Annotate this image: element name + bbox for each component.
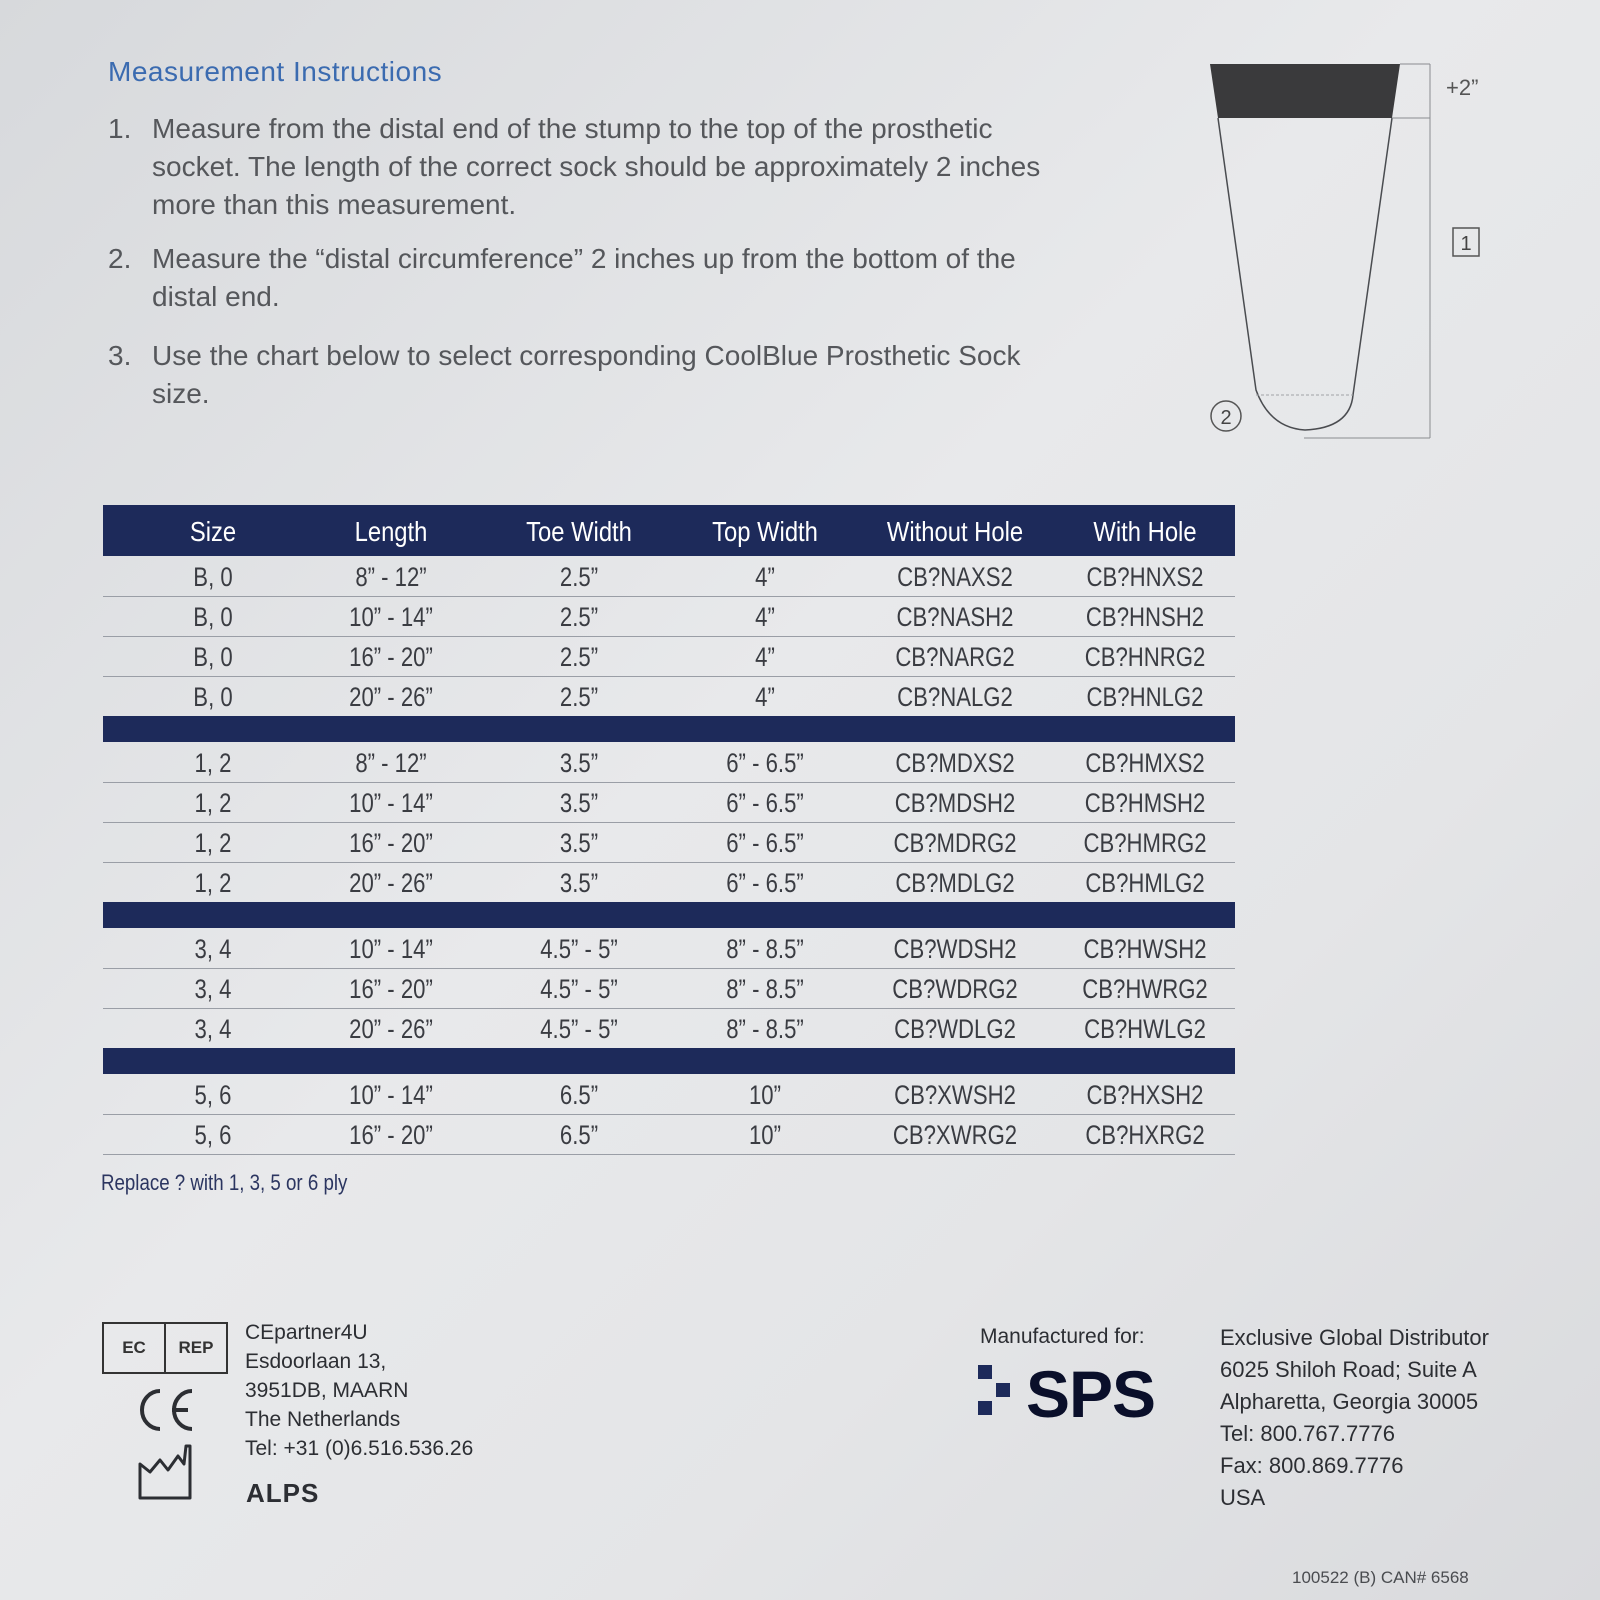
table-cell: CB?HWLG2	[1084, 1014, 1206, 1044]
table-cell: 8” - 8.5”	[726, 934, 804, 964]
table-cell: 4.5” - 5”	[540, 1014, 618, 1044]
step-text: Use the chart below to select corresponding CoolBlue Prosthetic Sock size.	[152, 340, 1021, 409]
table-note: Replace ? with 1, 3, 5 or 6 ply	[101, 1170, 348, 1195]
rep-label: REP	[178, 1338, 214, 1357]
step-text: Measure the “distal circumference” 2 inches up from the bottom of the distal end.	[152, 243, 1016, 312]
table-cell: 6” - 6.5”	[726, 748, 804, 778]
table-cell: 2.5”	[559, 642, 599, 672]
table-row	[103, 676, 1235, 717]
table-cell: CB?HXRG2	[1085, 1120, 1205, 1150]
table-cell: 5, 6	[194, 1080, 232, 1110]
sps-logo: SPS	[1026, 1357, 1156, 1431]
header-cell: Top Width	[712, 516, 818, 547]
table-cell: 10”	[748, 1120, 782, 1150]
table-cell: CB?MDSH2	[894, 788, 1016, 818]
table-cell: CB?HNSH2	[1085, 602, 1205, 632]
table-cell: 16” - 20”	[349, 1120, 433, 1150]
table-row	[103, 822, 1235, 863]
table-row	[103, 862, 1235, 903]
table-cell: CB?HMLG2	[1085, 868, 1205, 898]
table-cell: 1, 2	[194, 828, 232, 858]
table-cell: CB?MDLG2	[895, 868, 1015, 898]
header-cell: Size	[189, 516, 237, 547]
table-cell: 6” - 6.5”	[726, 788, 804, 818]
table-cell: 3, 4	[194, 934, 232, 964]
table-cell: CB?HMXS2	[1085, 748, 1205, 778]
manufacturer-name: ALPS	[246, 1478, 320, 1508]
distributor-address	[1220, 1322, 1489, 1514]
table-cell: 8” - 8.5”	[726, 1014, 804, 1044]
table-row	[103, 1008, 1235, 1049]
distributor-line: Tel: 800.767.7776	[1220, 1421, 1395, 1446]
ce-mark	[130, 1385, 200, 1435]
step-number: 1.	[108, 113, 132, 144]
step-text: Measure from the distal end of the stump to the top of the prosthetic socket. The length of the correct sock should be approximately 2 inches more than this measurement.	[152, 113, 1041, 220]
ce-mark-e	[172, 1391, 192, 1429]
table-cell: 5, 6	[194, 1120, 232, 1150]
table-cell: 2.5”	[559, 602, 599, 632]
group-separator	[103, 1048, 1235, 1074]
table-cell: CB?MDXS2	[895, 748, 1015, 778]
instruction-step-3	[108, 337, 1088, 417]
table-cell: 2.5”	[559, 682, 599, 712]
table-cell: 16” - 20”	[349, 828, 433, 858]
table-row	[103, 636, 1235, 677]
table-cell: B, 0	[193, 602, 233, 632]
table-cell: 8” - 12”	[355, 748, 427, 778]
table-cell: CB?NASH2	[896, 602, 1014, 632]
step-number: 2.	[108, 243, 132, 274]
instructions-title: Measurement Instructions	[108, 56, 443, 87]
address-line: Esdoorlaan 13,	[245, 1350, 387, 1373]
sps-logo-mark	[978, 1365, 1018, 1417]
table-cell: CB?MDRG2	[893, 828, 1017, 858]
table-cell: B, 0	[193, 682, 233, 712]
table-cell: CB?HMSH2	[1084, 788, 1206, 818]
table-cell: 3.5”	[559, 828, 599, 858]
table-cell: 16” - 20”	[349, 642, 433, 672]
table-cell: 1, 2	[194, 788, 232, 818]
table-cell: CB?WDLG2	[894, 1014, 1016, 1044]
plus-two-label: +2”	[1446, 75, 1479, 100]
header-cell: Without Hole	[886, 516, 1024, 547]
marker-2: 2	[1220, 407, 1232, 429]
table-cell: 1, 2	[194, 868, 232, 898]
table-row	[103, 742, 1235, 783]
table-cell: 10” - 14”	[349, 1080, 433, 1110]
table-cell: CB?HNRG2	[1084, 642, 1206, 672]
stump-outline	[1218, 118, 1392, 430]
ec-rep-symbol	[102, 1322, 228, 1374]
table-cell: 10” - 14”	[349, 602, 433, 632]
table-cell: CB?NAXS2	[897, 562, 1013, 592]
table-row	[103, 928, 1235, 969]
header-cell: With Hole	[1093, 516, 1197, 547]
table-cell: 4”	[755, 682, 775, 712]
product-code: 100522 (B) CAN# 6568	[1292, 1568, 1469, 1587]
table-cell: CB?WDRG2	[892, 974, 1018, 1004]
distributor-line: 6025 Shiloh Road; Suite A	[1220, 1357, 1477, 1382]
distributor-line: Alpharetta, Georgia 30005	[1220, 1389, 1479, 1414]
table-cell: B, 0	[193, 562, 233, 592]
table-cell: 3.5”	[559, 748, 599, 778]
table-cell: CB?HWRG2	[1082, 974, 1208, 1004]
table-header	[103, 505, 1235, 556]
marker-1: 1	[1460, 233, 1472, 255]
table-cell: 3.5”	[559, 868, 599, 898]
header-cell: Length	[354, 516, 428, 547]
table-cell: 16” - 20”	[349, 974, 433, 1004]
manufactured-for-label: Manufactured for:	[980, 1325, 1145, 1348]
table-cell: 3.5”	[559, 788, 599, 818]
table-cell: 8” - 8.5”	[726, 974, 804, 1004]
table-cell: 4”	[755, 562, 775, 592]
ec-label: EC	[104, 1324, 166, 1372]
table-cell: 3, 4	[194, 974, 232, 1004]
table-cell: CB?HWSH2	[1083, 934, 1207, 964]
address-line: CEpartner4U	[245, 1321, 368, 1344]
group-separator	[103, 716, 1235, 742]
table-cell: 6.5”	[559, 1120, 599, 1150]
table-cell: 20” - 26”	[349, 682, 433, 712]
table-cell: 20” - 26”	[349, 1014, 433, 1044]
instruction-step-2	[108, 240, 1088, 320]
instruction-step-1	[108, 110, 1088, 230]
ce-mark-c	[142, 1391, 160, 1429]
table-cell: CB?NALG2	[897, 682, 1013, 712]
socket-top-band	[1210, 64, 1400, 118]
table-cell: 1, 2	[194, 748, 232, 778]
group-separator	[103, 902, 1235, 928]
table-row	[103, 1114, 1235, 1155]
table-cell: CB?NARG2	[895, 642, 1015, 672]
distributor-line: Fax: 800.869.7776	[1220, 1453, 1404, 1478]
measurement-diagram	[1180, 50, 1500, 460]
table-cell: 4”	[755, 602, 775, 632]
table-cell: 8” - 12”	[355, 562, 427, 592]
table-cell: 4”	[755, 642, 775, 672]
table-cell: 4.5” - 5”	[540, 934, 618, 964]
table-cell: CB?HXSH2	[1086, 1080, 1204, 1110]
address-line: The Netherlands	[245, 1408, 401, 1431]
table-cell: 6” - 6.5”	[726, 868, 804, 898]
table-cell: 10”	[748, 1080, 782, 1110]
header-cell: Toe Width	[526, 516, 632, 547]
table-cell: CB?XWSH2	[894, 1080, 1016, 1110]
table-row	[103, 556, 1235, 597]
table-cell: 6.5”	[559, 1080, 599, 1110]
table-cell: B, 0	[193, 642, 233, 672]
table-cell: 4.5” - 5”	[540, 974, 618, 1004]
distributor-line: Exclusive Global Distributor	[1220, 1325, 1489, 1350]
ec-rep-address	[245, 1318, 473, 1463]
table-row	[103, 596, 1235, 637]
table-row	[103, 782, 1235, 823]
table-cell: 2.5”	[559, 562, 599, 592]
address-line: 3951DB, MAARN	[245, 1379, 409, 1402]
table-cell: 10” - 14”	[349, 934, 433, 964]
distributor-line: USA	[1220, 1485, 1266, 1510]
table-cell: CB?HNLG2	[1086, 682, 1204, 712]
table-cell: 20” - 26”	[349, 868, 433, 898]
table-cell: 3, 4	[194, 1014, 232, 1044]
table-cell: CB?HMRG2	[1083, 828, 1207, 858]
table-cell: CB?HNXS2	[1086, 562, 1204, 592]
manufacturer-icon	[136, 1442, 196, 1502]
step-number: 3.	[108, 340, 132, 371]
address-line: Tel: +31 (0)6.516.536.26	[245, 1437, 474, 1460]
table-row	[103, 1074, 1235, 1115]
table-cell: CB?XWRG2	[892, 1120, 1018, 1150]
table-cell: CB?WDSH2	[893, 934, 1017, 964]
table-row	[103, 968, 1235, 1009]
table-cell: 10” - 14”	[349, 788, 433, 818]
table-cell: 6” - 6.5”	[726, 828, 804, 858]
